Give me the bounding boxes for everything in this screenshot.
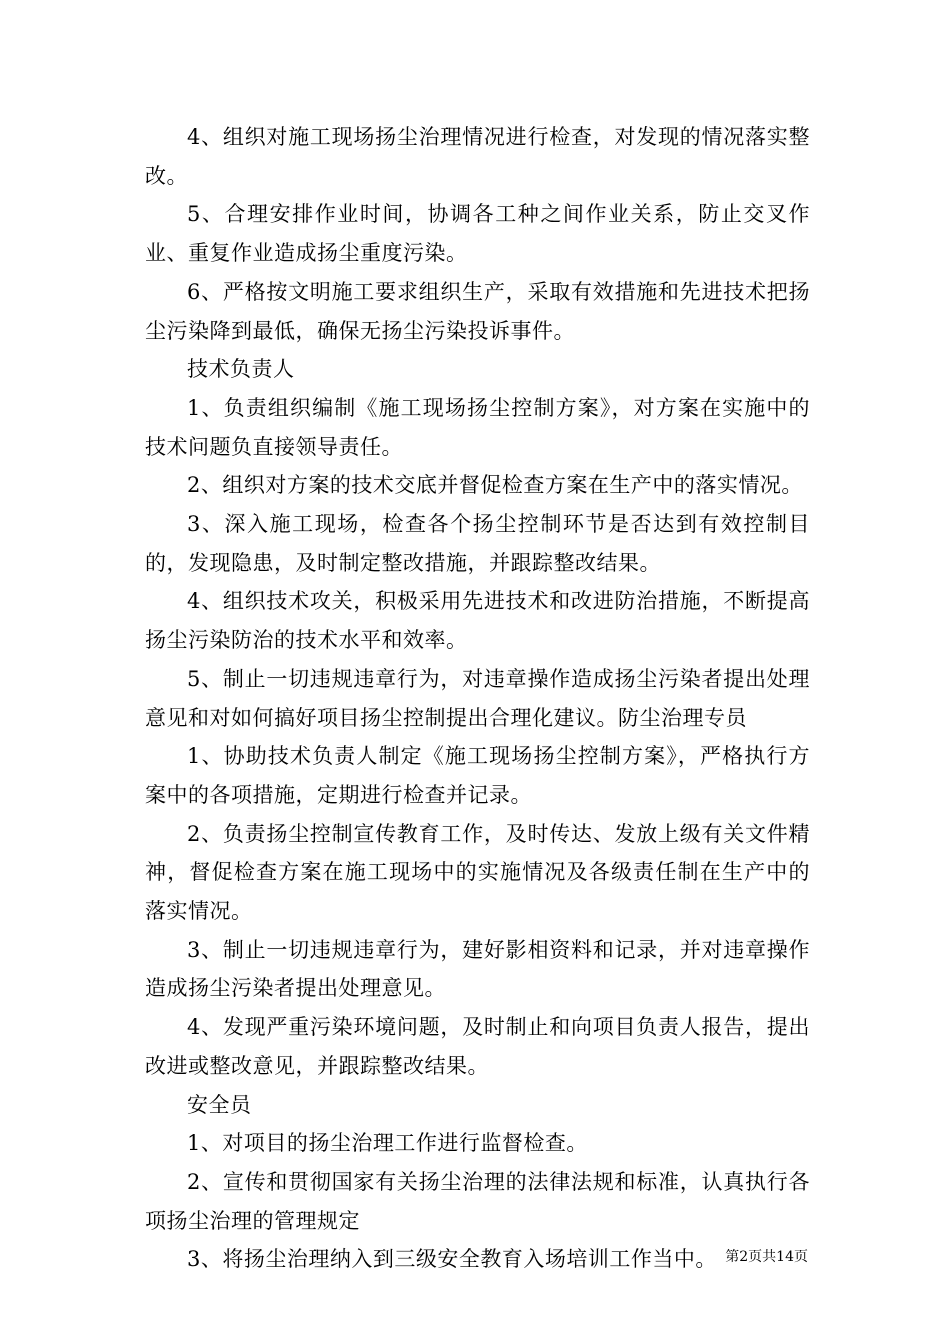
paragraph: 3、深入施工现场，检查各个扬尘控制环节是否达到有效控制目的，发现隐患，及时制定整改措施，并跟踪整改结果。: [145, 512, 810, 575]
paragraph: 2、负责扬尘控制宣传教育工作，及时传达、发放上级有关文件精神，督促检查方案在施工现场中的实施情况及各级责任制在生产中的落实情况。: [145, 821, 810, 924]
paragraph: 5、制止一切违规违章行为，对违章操作造成扬尘污染者提出处理意见和对如何搞好项目扬尘控制提出合理化建议。防尘治理专员: [145, 666, 810, 730]
paragraph: 4、组织对施工现场扬尘治理情况进行检查，对发现的情况落实整改。: [145, 125, 810, 188]
section-heading-technical-lead: 技术负责人: [187, 357, 295, 382]
section-heading-safety-officer: 安全员: [187, 1092, 252, 1117]
paragraph: 3、制止一切违规违章行为，建好影相资料和记录，并对违章操作造成扬尘污染者提出处理意见。: [145, 937, 810, 1001]
paragraph: 2、宣传和贯彻国家有关扬尘治理的法律法规和标准，认真执行各项扬尘治理的管理规定: [145, 1169, 810, 1233]
paragraph: 2、组织对方案的技术交底并督促检查方案在生产中的落实情况。: [187, 473, 803, 498]
paragraph: 6、严格按文明施工要求组织生产，采取有效措施和先进技术把扬尘污染降到最低，确保无扬尘污染投诉事件。: [145, 279, 810, 343]
paragraph: 4、组织技术攻关，积极采用先进技术和改进防治措施，不断提高扬尘污染防治的技术水平和效率。: [145, 589, 810, 653]
paragraph: 1、负责组织编制《施工现场扬尘控制方案》，对方案在实施中的技术问题负直接领导责任。: [145, 395, 810, 459]
paragraph: 5、合理安排作业时间，协调各工种之间作业关系，防止交叉作业、重复作业造成扬尘重度污染。: [145, 202, 810, 266]
paragraph: 4、发现严重污染环境问题，及时制止和向项目负责人报告，提出改进或整改意见，并跟踪整改结果。: [145, 1015, 810, 1078]
page-number-footer: 第2页共14页: [725, 1249, 808, 1265]
paragraph: 1、对项目的扬尘治理工作进行监督检查。: [187, 1131, 588, 1156]
paragraph: 3、将扬尘治理纳入到三级安全教育入场培训工作当中。: [187, 1247, 717, 1272]
paragraph: 1、协助技术负责人制定《施工现场扬尘控制方案》，严格执行方案中的各项措施，定期进行检查并记录。: [145, 744, 810, 807]
document-body: [145, 118, 810, 1279]
